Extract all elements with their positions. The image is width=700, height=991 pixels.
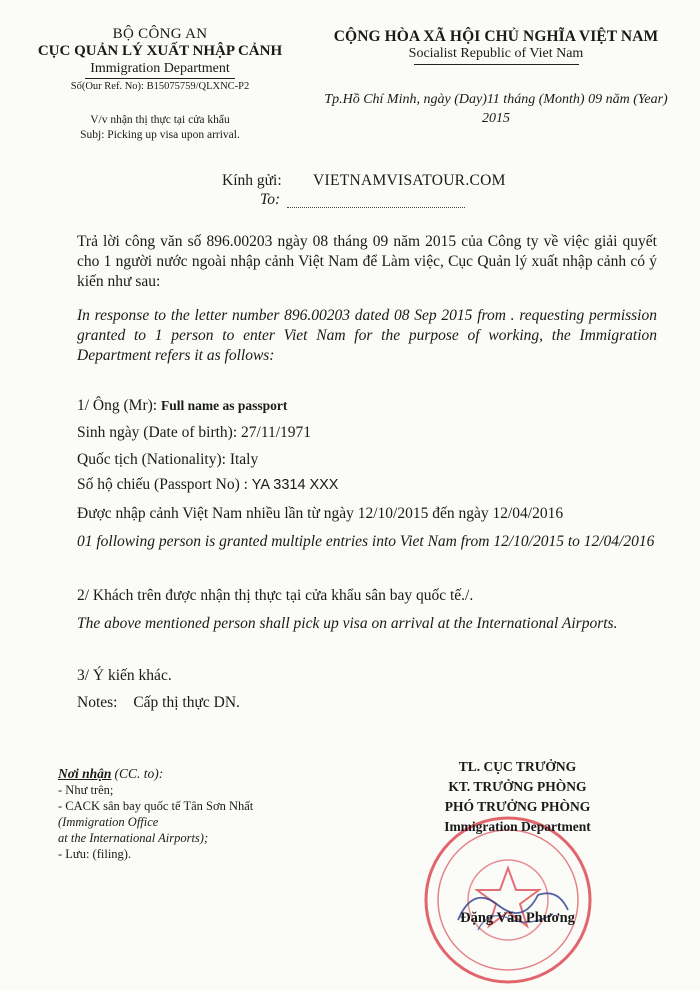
passport-mask: XXX bbox=[309, 477, 339, 493]
subject-block bbox=[20, 113, 300, 143]
dob-value: 27/11/1971 bbox=[241, 424, 312, 441]
republic-name-en: Socialist Republic of Viet Nam bbox=[408, 46, 584, 61]
notes-row bbox=[77, 693, 240, 713]
cc-line: - Lưu: (filing). bbox=[58, 847, 132, 861]
subject-en: Subj: Picking up visa upon arrival. bbox=[80, 129, 240, 141]
item-1-prefix: 1/ Ông (Mr): bbox=[77, 397, 158, 414]
item-1-applicant bbox=[77, 396, 287, 416]
republic-divider bbox=[414, 64, 579, 65]
notes-label: Notes: bbox=[77, 694, 118, 711]
nationality-value: Italy bbox=[229, 451, 259, 468]
republic-name: CỘNG HÒA XÃ HỘI CHỦ NGHĨA VIỆT NAM bbox=[333, 28, 659, 45]
entries-vi: Được nhập cảnh Việt Nam nhiều lần từ ngày 12/10/2015 đến ngày 12/04/2016 bbox=[77, 505, 564, 522]
item-2-vi: 2/ Khách trên được nhận thị thực tại cửa khẩu sân bay quốc tế./. bbox=[77, 587, 474, 604]
dob-label: Sinh ngày (Date of birth): bbox=[77, 424, 238, 441]
header-divider bbox=[85, 78, 235, 79]
signature-title-1: TL. CỤC TRƯỞNG bbox=[458, 759, 577, 774]
cc-block bbox=[58, 766, 318, 862]
department-name-en: Immigration Department bbox=[90, 61, 230, 76]
addressee-name: VIETNAMVISATOUR.COM bbox=[313, 172, 506, 189]
addressee-dotted-line bbox=[287, 207, 465, 208]
passport-label: Số hộ chiếu (Passport No) : bbox=[77, 476, 248, 493]
reference-number: Số(Our Ref. No): B15075759/QLXNC-P2 bbox=[70, 81, 250, 92]
passport-row bbox=[77, 475, 338, 495]
reply-paragraph-en: In response to the letter number 896.00203 dated 08 Sep 2015 from . requesting permission granted to 1 person to enter Viet Nam for the purpose of working, the Immigration Department refers it as follows: bbox=[77, 307, 657, 364]
passport-value: YA 3314 bbox=[251, 477, 306, 493]
signature-title-2: KT. TRƯỞNG PHÒNG bbox=[448, 779, 587, 794]
signature-title-3: PHÓ TRƯỞNG PHÒNG bbox=[444, 799, 591, 814]
date-line-2: 2015 bbox=[482, 111, 510, 126]
signer-name: Đặng Văn Phương bbox=[460, 910, 575, 926]
ministry-name: BỘ CÔNG AN bbox=[112, 26, 208, 42]
cc-line: - Như trên; bbox=[58, 783, 114, 797]
department-name: CỤC QUẢN LÝ XUẤT NHẬP CẢNH bbox=[37, 43, 283, 59]
signature-title-4: Immigration Department bbox=[444, 819, 591, 834]
entries-en: 01 following person is granted multiple entries into Viet Nam from 12/10/2015 to 12/04/2016 bbox=[77, 533, 655, 550]
cc-line: at the International Airports); bbox=[58, 831, 209, 845]
addressee-label: Kính gửi: bbox=[222, 172, 282, 189]
subject-vi: V/v nhận thị thực tại cửa khẩu bbox=[90, 114, 230, 126]
applicant-name: Full name as passport bbox=[160, 398, 288, 413]
official-seal-stamp bbox=[418, 810, 598, 990]
date-line-1: Tp.Hồ Chí Minh, ngày (Day)11 tháng (Month) 09 năm (Year) bbox=[324, 92, 668, 107]
signature-block bbox=[400, 757, 635, 837]
item-3: 3/ Ý kiến khác. bbox=[77, 667, 172, 684]
item-2-en: The above mentioned person shall pick up visa on arrival at the International Airports. bbox=[77, 615, 618, 632]
cc-line: (Immigration Office bbox=[58, 815, 159, 829]
cc-title: Nơi nhận bbox=[58, 766, 112, 781]
reply-paragraph-vi bbox=[77, 232, 657, 292]
nationality-row bbox=[77, 450, 258, 470]
nationality-label: Quốc tịch (Nationality): bbox=[77, 451, 226, 468]
cc-title-row bbox=[58, 766, 318, 782]
date-line bbox=[300, 90, 692, 128]
republic-header bbox=[300, 28, 692, 65]
cc-line: - CACK sân bay quốc tế Tân Sơn Nhất bbox=[58, 799, 254, 813]
notes-value: Cấp thị thực DN. bbox=[133, 694, 240, 711]
date-of-birth-row bbox=[77, 423, 311, 443]
addressee-label-en: To: bbox=[260, 191, 281, 208]
issuer-header bbox=[20, 26, 300, 92]
cc-title-en: (CC. to): bbox=[114, 766, 164, 781]
reply-text-vi: Trả lời công văn số 896.00203 ngày 08 tháng 09 năm 2015 của Công ty về việc giải quyết cho 1 người nước ngoài nhập cảnh Việt Nam để Làm việc, Cục Quản lý xuất nhập cảnh có ý kiến như sau: bbox=[77, 233, 657, 290]
